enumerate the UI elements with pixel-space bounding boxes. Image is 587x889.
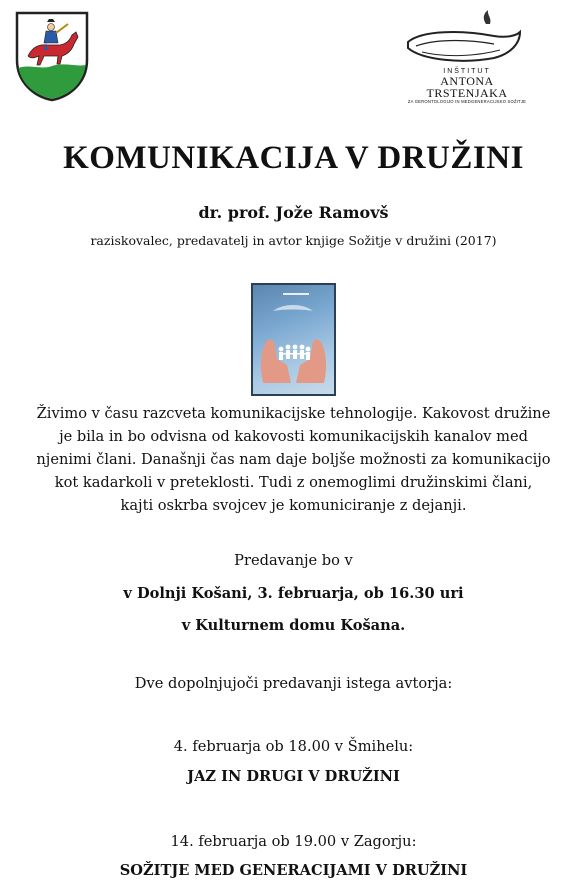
institute-name: ANTONA TRSTENJAKA <box>426 74 508 100</box>
extra-lecture-2-topic: SOŽITJE MED GENERACIJAMI V DRUŽINI <box>119 862 468 879</box>
paragraph-line: njenimi člani. Današnji čas nam daje boljše možnosti za komunikacijo <box>36 451 551 468</box>
paragraph-line: je bila in bo odvisna od kakovosti komunikacijskih kanalov med <box>59 428 528 445</box>
paragraph-line: kajti oskrba svojcev je komuniciranje z dejanji. <box>120 497 467 514</box>
extra-lecture-1-date: 4. februarja ob 18.00 v Šmihelu: <box>173 738 414 755</box>
extra-lecture-1-topic: JAZ IN DRUGI V DRUŽINI <box>187 768 400 785</box>
page-title: KOMUNIKACIJA V DRUŽINI <box>63 140 524 176</box>
municipal-crest-logo <box>14 10 90 102</box>
institute-label: INŠTITUT <box>443 68 491 75</box>
intro-paragraph <box>10 402 577 517</box>
extra-lecture-2-date: 14. februarja ob 19.00 v Zagorju: <box>170 833 417 850</box>
book-cover-image <box>251 283 336 396</box>
paragraph-line: kot kadarkoli v preteklosti. Tudi z onemoglimi družinskimi člani, <box>54 474 533 491</box>
institute-subtitle: ZA GERONTOLOGIJO IN MEDGENERACIJSKO SOŽITJE <box>407 99 527 104</box>
lecture-intro: Predavanje bo v <box>234 552 353 569</box>
extra-lectures-intro: Dve dopolnjujoči predavanji istega avtorja: <box>134 675 453 692</box>
author-name: dr. prof. Jože Ramovš <box>198 203 389 222</box>
author-description: raziskovalec, predavatelj in avtor knjige Sožitje v družini (2017) <box>90 233 497 248</box>
paragraph-line: Živimo v času razcveta komunikacijske tehnologije. Kakovost družine <box>36 405 551 422</box>
institute-logo <box>402 8 532 104</box>
lecture-date: v Dolnji Košani, 3. februarja, ob 16.30 uri <box>123 585 464 602</box>
lecture-venue: v Kulturnem domu Košana. <box>181 617 406 634</box>
